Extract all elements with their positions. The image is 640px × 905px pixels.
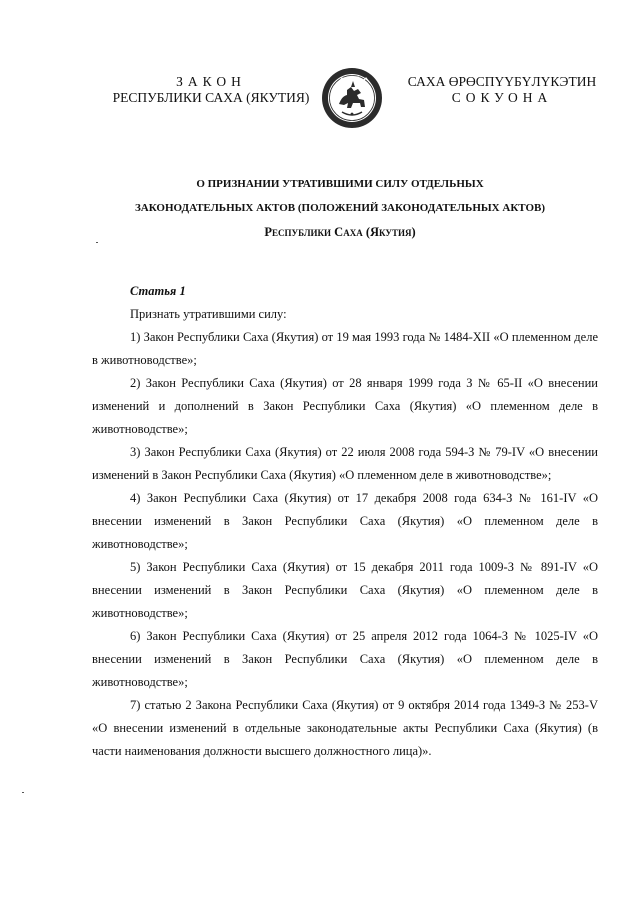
article-item: 2) Закон Республики Саха (Якутия) от 28 января 1999 года З № 65-II «О внесении изменений и дополнений в Закон Республики Саха (Якутия) «О племенном деле в животноводстве»; [92,376,598,436]
article-item: 7) статью 2 Закона Республики Саха (Якутия) от 9 октября 2014 года 1349-З № 253-V «О внесении изменений в отдельные законодательные акты Республики Саха (Якутия) (в части наименования должности высшего должностного лица)». [92,698,598,758]
header-left [104,74,318,106]
article-item: 4) Закон Республики Саха (Якутия) от 17 декабря 2008 года 634-З № 161-IV «О внесении изменений в Закон Республики Саха (Якутия) «О племенном деле в животноводстве»; [92,491,598,551]
header-right [394,74,610,106]
document-title [80,172,600,244]
scan-speck [22,792,24,793]
header-left-subtitle: РЕСПУБЛИКИ САХА (ЯКУТИЯ) [112,90,310,105]
article-intro: Признать утратившими силу: [130,307,287,321]
article-heading: Статья 1 [130,284,186,298]
title-line-2: ЗАКОНОДАТЕЛЬНЫХ АКТОВ (ПОЛОЖЕНИЙ ЗАКОНОДАТЕЛЬНЫХ АКТОВ) [134,202,546,214]
header-right-title: САХА ӨРӨСПҮҮБҮЛҮКЭТИН [407,74,597,89]
title-line-1: О ПРИЗНАНИИ УТРАТИВШИМИ СИЛУ ОТДЕЛЬНЫХ [196,178,484,190]
article-item: 6) Закон Республики Саха (Якутия) от 25 апреля 2012 года 1064-З № 1025-IV «О внесении изменений в Закон Республики Саха (Якутия) «О племенном деле в животноводстве»; [92,629,598,689]
header-right-subtitle: СОКУОНА [451,90,553,105]
scan-speck [96,242,98,243]
article-item: 1) Закон Республики Саха (Якутия) от 19 мая 1993 года № 1484-XII «О племенном деле в животноводстве»; [92,330,598,367]
article-item: 5) Закон Республики Саха (Якутия) от 15 декабря 2011 года 1009-З № 891-IV «О внесении изменений в Закон Республики Саха (Якутия) «О племенном деле в животноводстве»; [92,560,598,620]
header-left-title: ЗАКОН [176,74,246,89]
title-line-3: Республики Саха (Якутия) [264,225,416,239]
article-body [92,280,598,763]
article-item: 3) Закон Республики Саха (Якутия) от 22 июля 2008 года 594-З № 79-IV «О внесении изменений в Закон Республики Саха (Якутия) «О племенном деле в животноводстве»; [92,445,598,482]
coat-of-arms-icon [320,66,384,130]
